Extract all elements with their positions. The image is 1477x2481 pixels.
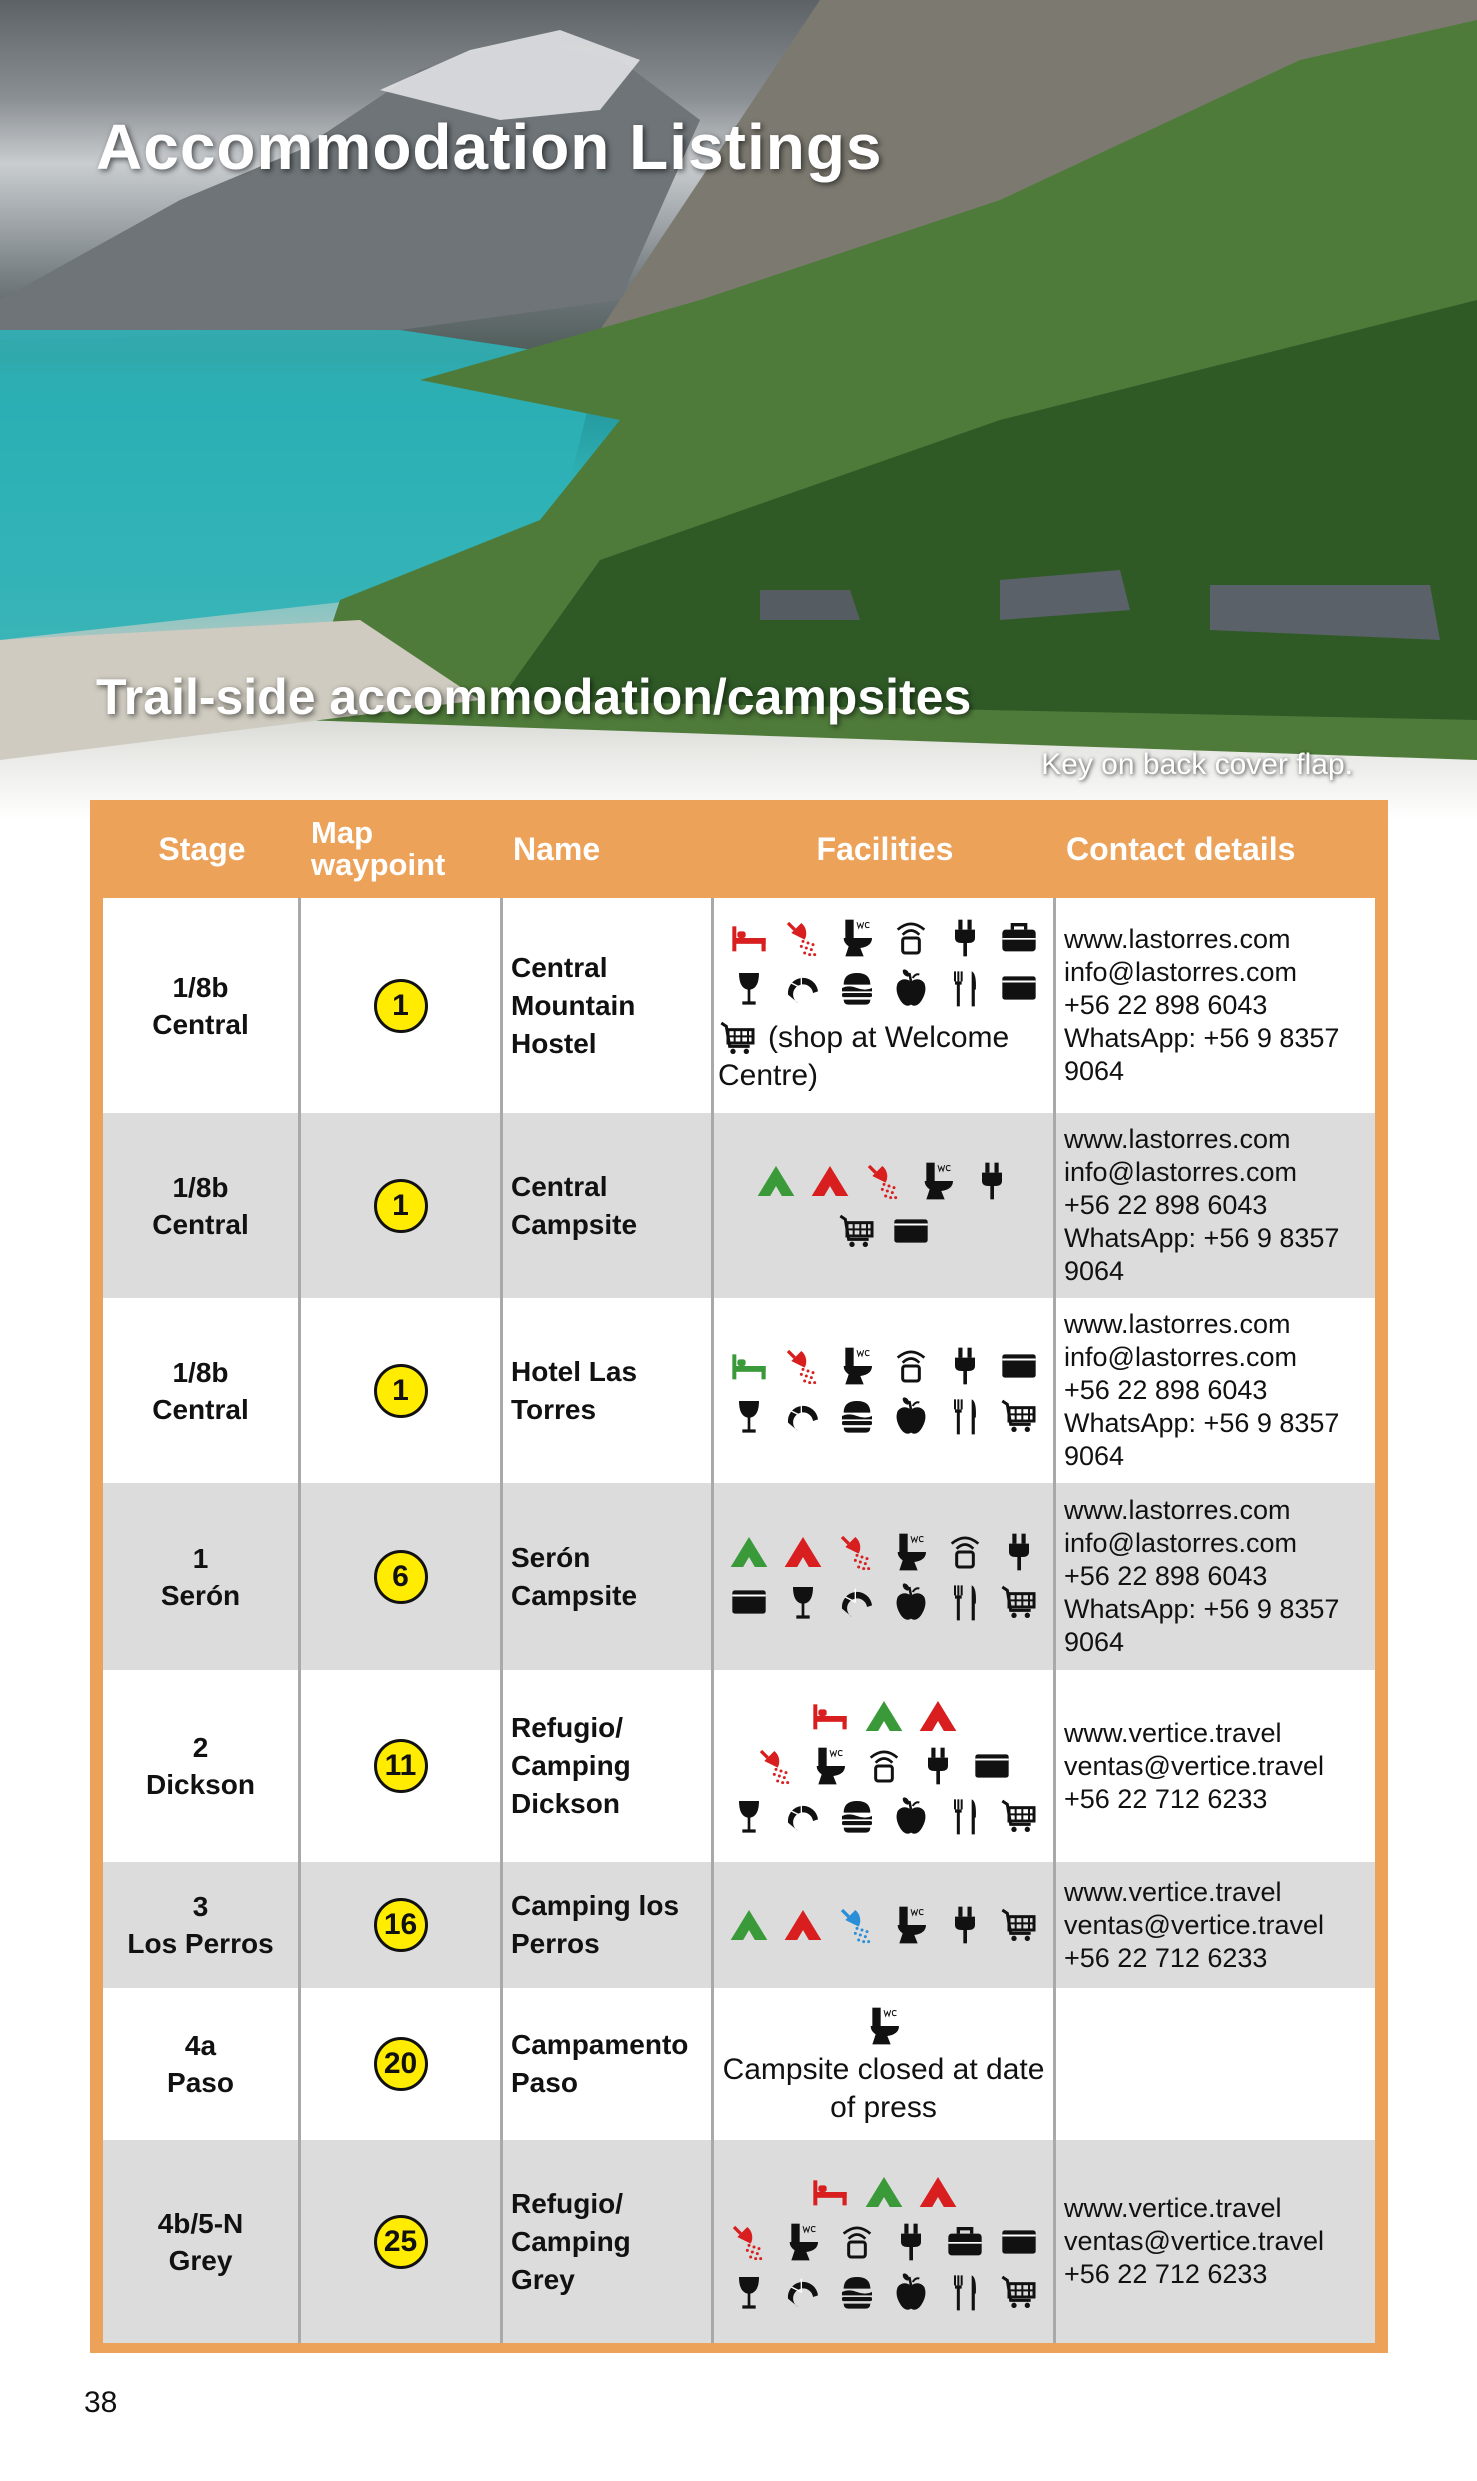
- wifi-icon: [891, 918, 931, 958]
- cart-icon: [837, 1211, 877, 1251]
- accommodation-name: Campamento Paso: [503, 1988, 714, 2140]
- stage-text: Central: [152, 1208, 249, 1240]
- card-icon: [891, 1211, 931, 1251]
- header-map-waypoint: Map waypoint: [311, 815, 446, 882]
- wifi-icon: [864, 1746, 904, 1786]
- email-link[interactable]: info@lastorres.com: [1064, 1528, 1297, 1558]
- phone-text: 9064: [1064, 1441, 1125, 1471]
- table-header: [103, 800, 1375, 898]
- facility-text: (shop at Welcome Centre): [718, 1020, 1010, 1092]
- wine-icon: [729, 1396, 769, 1436]
- tent-icon: [864, 1696, 904, 1736]
- plug-icon: [999, 1532, 1039, 1572]
- table-row: [103, 1988, 1375, 2140]
- facility-icon-row: [718, 968, 1049, 1008]
- tent-icon: [756, 1161, 796, 1201]
- facility-icon-row: [718, 1796, 1049, 1836]
- contact-cell: [1056, 1988, 1375, 2140]
- facility-icon-row: [718, 1696, 1049, 1736]
- bed-icon: [729, 918, 769, 958]
- facility-icon-row: [718, 918, 1049, 958]
- email-link[interactable]: info@lastorres.com: [1064, 1157, 1297, 1187]
- shower-icon: [837, 1905, 877, 1945]
- waypoint-marker: 1: [374, 979, 428, 1033]
- facility-icon-row: [718, 1582, 1049, 1622]
- wc-icon: [837, 918, 877, 958]
- stage-text: 4a: [184, 2030, 217, 2061]
- cart-icon: [718, 1018, 758, 1058]
- wc-icon: [783, 2222, 823, 2262]
- accommodation-table: [90, 800, 1388, 2353]
- contact-cell: [1056, 1483, 1375, 1670]
- facility-icon-row: [718, 1018, 1049, 1094]
- stage-text: 1/8b: [172, 1171, 229, 1203]
- apple-icon: [891, 2272, 931, 2312]
- tent-icon: [783, 1905, 823, 1945]
- cart-icon: [999, 1396, 1039, 1436]
- wc-icon: [891, 1532, 931, 1572]
- card-icon: [999, 1346, 1039, 1386]
- plug-icon: [918, 1746, 958, 1786]
- plug-icon: [945, 1905, 985, 1945]
- stage-text: Paso: [167, 2067, 234, 2098]
- contact-cell: [1056, 898, 1375, 1113]
- wine-icon: [729, 968, 769, 1008]
- waypoint-cell: [301, 1988, 503, 2140]
- plug-icon: [891, 2222, 931, 2262]
- hero-photo: [0, 0, 1477, 820]
- stage-text: 2: [192, 1732, 209, 1763]
- key-note: Key on back cover flap.: [1041, 748, 1353, 781]
- stage-cell: [103, 1483, 301, 1670]
- email-link[interactable]: ventas@vertice.travel: [1064, 1750, 1325, 1781]
- page-title: Accommodation Listings: [96, 111, 883, 183]
- bed-icon: [810, 2172, 850, 2212]
- burger-icon: [837, 1396, 877, 1436]
- apple-icon: [891, 1582, 931, 1622]
- email-link[interactable]: ventas@vertice.travel: [1064, 1909, 1325, 1940]
- wifi-icon: [837, 2222, 877, 2262]
- facility-note: Campsite closed at date of press: [722, 2053, 1045, 2124]
- header-contact-details: Contact details: [1066, 830, 1296, 867]
- wine-icon: [783, 1582, 823, 1622]
- phone-text: WhatsApp: +56 9 8357: [1064, 1594, 1340, 1624]
- accommodation-name: Refugio/ Camping Dickson: [503, 1670, 714, 1862]
- phone-text: +56 22 712 6233: [1064, 1783, 1268, 1814]
- facility-icon-row: [718, 1211, 1049, 1251]
- accommodation-name: Refugio/ Camping Grey: [503, 2140, 714, 2343]
- accommodation-name: Camping los Perros: [503, 1862, 714, 1988]
- contact-cell: [1056, 2140, 1375, 2343]
- tent-icon: [918, 1696, 958, 1736]
- phone-text: +56 22 898 6043: [1064, 990, 1268, 1020]
- facility-icon-row: [718, 1346, 1049, 1386]
- facility-icon-row: [718, 2172, 1049, 2212]
- facilities-cell: [714, 1988, 1056, 2140]
- website-link[interactable]: www.vertice.travel: [1064, 2193, 1282, 2223]
- table-row: [103, 2140, 1375, 2343]
- shower-icon: [729, 2222, 769, 2262]
- tent-icon: [729, 1532, 769, 1572]
- card-icon: [999, 2222, 1039, 2262]
- briefcase-icon: [999, 918, 1039, 958]
- waypoint-marker: 20: [374, 2037, 428, 2091]
- accommodation-name: Central Campsite: [503, 1113, 714, 1298]
- facility-icon-row: [718, 1161, 1049, 1201]
- card-icon: [972, 1746, 1012, 1786]
- waypoint-marker: 1: [374, 1364, 428, 1418]
- email-link[interactable]: info@lastorres.com: [1064, 957, 1297, 987]
- facility-icon-row: [718, 1396, 1049, 1436]
- facilities-cell: [714, 1862, 1056, 1988]
- contact-cell: [1056, 1862, 1375, 1988]
- facility-icon-row: [718, 2272, 1049, 2312]
- bed-icon: [810, 1696, 850, 1736]
- wc-icon: [864, 2006, 904, 2046]
- phone-text: +56 22 898 6043: [1064, 1190, 1268, 1220]
- page-number: 38: [84, 2386, 118, 2419]
- waypoint-marker: 11: [374, 1739, 428, 1793]
- croissant-icon: [783, 1396, 823, 1436]
- accommodation-name: Serón Campsite: [503, 1483, 714, 1670]
- website-link[interactable]: www.lastorres.com: [1064, 1309, 1291, 1339]
- wc-icon: [837, 1346, 877, 1386]
- website-link[interactable]: www.vertice.travel: [1064, 1876, 1282, 1907]
- table-row: [103, 1862, 1375, 1988]
- email-link[interactable]: info@lastorres.com: [1064, 1342, 1297, 1372]
- burger-icon: [837, 968, 877, 1008]
- table-row: [103, 1670, 1375, 1862]
- contact-cell: [1056, 1113, 1375, 1298]
- stage-text: 1/8b: [172, 1356, 229, 1388]
- facility-icon-row: [718, 1532, 1049, 1572]
- stage-cell: [103, 1862, 301, 1988]
- shower-icon: [864, 1161, 904, 1201]
- accommodation-name: Hotel Las Torres: [503, 1298, 714, 1483]
- cutlery-icon: [945, 1582, 985, 1622]
- table-row: [103, 1483, 1375, 1670]
- phone-text: 9064: [1064, 1256, 1125, 1286]
- waypoint-marker: 16: [374, 1898, 428, 1952]
- facility-icon-row: [718, 2222, 1049, 2262]
- card-icon: [999, 968, 1039, 1008]
- phone-text: +56 22 712 6233: [1064, 1942, 1268, 1973]
- facilities-cell: [714, 2140, 1056, 2343]
- phone-text: WhatsApp: +56 9 8357: [1064, 1023, 1340, 1053]
- waypoint-cell: [301, 1113, 503, 1298]
- cart-icon: [999, 2272, 1039, 2312]
- card-icon: [729, 1582, 769, 1622]
- stage-text: Serón: [160, 1579, 241, 1611]
- cart-icon: [999, 1796, 1039, 1836]
- phone-text: WhatsApp: +56 9 8357: [1064, 1223, 1340, 1253]
- stage-text: Central: [152, 1008, 249, 1040]
- wc-icon: [891, 1905, 931, 1945]
- phone-text: +56 22 898 6043: [1064, 1561, 1268, 1591]
- tent-icon: [918, 2172, 958, 2212]
- cutlery-icon: [945, 968, 985, 1008]
- phone-text: +56 22 898 6043: [1064, 1375, 1268, 1405]
- website-link[interactable]: www.lastorres.com: [1064, 924, 1291, 954]
- phone-text: WhatsApp: +56 9 8357: [1064, 1408, 1340, 1438]
- accommodation-name: Central Mountain Hostel: [503, 898, 714, 1113]
- cart-icon: [999, 1905, 1039, 1945]
- website-link[interactable]: www.lastorres.com: [1064, 1124, 1291, 1154]
- contact-cell: [1056, 1298, 1375, 1483]
- tent-icon: [810, 1161, 850, 1201]
- email-link[interactable]: ventas@vertice.travel: [1064, 2226, 1325, 2256]
- burger-icon: [837, 2272, 877, 2312]
- waypoint-cell: [301, 1670, 503, 1862]
- wine-icon: [729, 2272, 769, 2312]
- bed-icon: [729, 1346, 769, 1386]
- facilities-cell: [714, 1670, 1056, 1862]
- table-body: [103, 898, 1375, 2343]
- phone-text: +56 22 712 6233: [1064, 2259, 1268, 2289]
- stage-text: Dickson: [146, 1769, 255, 1800]
- plug-icon: [945, 1346, 985, 1386]
- phone-text: 9064: [1064, 1056, 1125, 1086]
- waypoint-marker: 1: [374, 1179, 428, 1233]
- wc-icon: [810, 1746, 850, 1786]
- plug-icon: [972, 1161, 1012, 1201]
- briefcase-icon: [945, 2222, 985, 2262]
- stage-cell: [103, 1988, 301, 2140]
- tent-icon: [729, 1905, 769, 1945]
- table-row: [103, 898, 1375, 1113]
- waypoint-cell: [301, 1298, 503, 1483]
- stage-cell: [103, 898, 301, 1113]
- facility-icon-row: [718, 2006, 1049, 2046]
- stage-text: Los Perros: [127, 1928, 274, 1959]
- shower-icon: [756, 1746, 796, 1786]
- facilities-cell: [714, 1298, 1056, 1483]
- website-link[interactable]: www.lastorres.com: [1064, 1495, 1291, 1525]
- section-subtitle: Trail-side accommodation/campsites: [96, 669, 972, 725]
- croissant-icon: [783, 1796, 823, 1836]
- apple-icon: [891, 1396, 931, 1436]
- waypoint-cell: [301, 2140, 503, 2343]
- croissant-icon: [783, 968, 823, 1008]
- waypoint-marker: 25: [374, 2215, 428, 2269]
- wine-icon: [729, 1796, 769, 1836]
- facilities-cell: [714, 1113, 1056, 1298]
- header-name: Name: [513, 830, 601, 867]
- plug-icon: [945, 918, 985, 958]
- stage-text: 1/8b: [172, 971, 229, 1003]
- stage-cell: [103, 2140, 301, 2343]
- header-stage: Stage: [158, 830, 246, 867]
- table-row: [103, 1113, 1375, 1298]
- waypoint-marker: 6: [374, 1550, 428, 1604]
- cart-icon: [999, 1582, 1039, 1622]
- apple-icon: [891, 1796, 931, 1836]
- croissant-icon: [783, 2272, 823, 2312]
- cutlery-icon: [945, 1396, 985, 1436]
- website-link[interactable]: www.vertice.travel: [1064, 1717, 1282, 1748]
- shower-icon: [837, 1532, 877, 1572]
- facility-icon-row: [718, 1905, 1049, 1945]
- stage-cell: [103, 1298, 301, 1483]
- table-row: [103, 1298, 1375, 1483]
- wc-icon: [918, 1161, 958, 1201]
- stage-cell: [103, 1670, 301, 1862]
- facilities-cell: [714, 1483, 1056, 1670]
- facility-icon-row: [718, 1746, 1049, 1786]
- tent-icon: [783, 1532, 823, 1572]
- croissant-icon: [837, 1582, 877, 1622]
- waypoint-cell: [301, 898, 503, 1113]
- apple-icon: [891, 968, 931, 1008]
- stage-cell: [103, 1113, 301, 1298]
- stage-text: 1: [192, 1542, 209, 1574]
- contact-cell: [1056, 1670, 1375, 1862]
- facilities-cell: [714, 898, 1056, 1113]
- stage-text: 3: [192, 1891, 209, 1922]
- cutlery-icon: [945, 1796, 985, 1836]
- shower-icon: [783, 918, 823, 958]
- stage-text: Grey: [168, 2244, 233, 2276]
- stage-text: Central: [152, 1393, 249, 1425]
- wifi-icon: [891, 1346, 931, 1386]
- shower-icon: [783, 1346, 823, 1386]
- tent-icon: [864, 2172, 904, 2212]
- wifi-icon: [945, 1532, 985, 1572]
- cutlery-icon: [945, 2272, 985, 2312]
- waypoint-cell: [301, 1483, 503, 1670]
- stage-text: 4b/5-N: [157, 2207, 244, 2239]
- waypoint-cell: [301, 1862, 503, 1988]
- phone-text: 9064: [1064, 1627, 1125, 1657]
- header-facilities: Facilities: [816, 830, 954, 867]
- burger-icon: [837, 1796, 877, 1836]
